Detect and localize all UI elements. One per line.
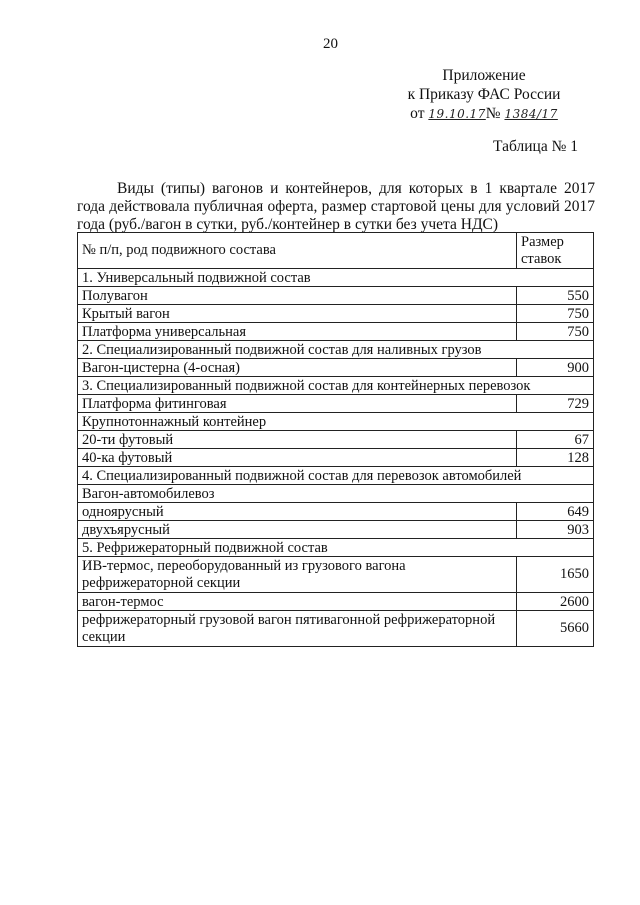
table-section-row xyxy=(78,485,594,503)
row-rate-value: 900 xyxy=(517,359,594,377)
section-label: 3. Специализированный подвижной состав для контейнерных перевозок xyxy=(78,377,594,395)
section-label: 1. Универсальный подвижной состав xyxy=(78,269,594,287)
row-label: рефрижераторный грузовой вагон пятивагонной рефрижераторной секции xyxy=(78,611,517,647)
table-header-row xyxy=(78,233,594,269)
row-rate-value: 649 xyxy=(517,503,594,521)
row-label: 20-ти футовый xyxy=(78,431,517,449)
appendix-order-ref: к Приказу ФАС России xyxy=(407,86,561,103)
row-rate-value: 729 xyxy=(517,395,594,413)
row-rate-value: 903 xyxy=(517,521,594,539)
row-rate-value: 750 xyxy=(517,305,594,323)
intro-text: Виды (типы) вагонов и контейнеров, для которых в 1 квартале 2017 года действовала публичная оферта, размер стартовой цены для условий 2017 года (руб./вагон в сутки, руб./контейнер в сутки без учета НДС) xyxy=(77,180,595,233)
row-label: 40-ка футовый xyxy=(78,449,517,467)
appendix-date-number xyxy=(384,104,584,124)
row-rate-value: 67 xyxy=(517,431,594,449)
row-label: Вагон-цистерна (4-осная) xyxy=(78,359,517,377)
table-row xyxy=(78,323,594,341)
row-rate-value: 550 xyxy=(517,287,594,305)
row-label: вагон-термос xyxy=(78,593,517,611)
table-row xyxy=(78,287,594,305)
table-row xyxy=(78,305,594,323)
table-body xyxy=(78,269,594,647)
section-label: 5. Рефрижераторный подвижной состав xyxy=(78,539,594,557)
row-label: ИВ-термос, переоборудованный из грузового вагона рефрижераторной секции xyxy=(78,557,517,593)
table-row xyxy=(78,611,594,647)
date-prefix: от xyxy=(410,105,425,122)
page-number: 20 xyxy=(323,36,338,52)
table-section-row xyxy=(78,377,594,395)
table-row xyxy=(78,503,594,521)
table-row xyxy=(78,449,594,467)
rates-table xyxy=(77,232,594,647)
table-row xyxy=(78,593,594,611)
row-rate-value: 750 xyxy=(517,323,594,341)
table-section-row xyxy=(78,539,594,557)
table-row xyxy=(78,395,594,413)
row-rate-value: 128 xyxy=(517,449,594,467)
row-label: Полувагон xyxy=(78,287,517,305)
intro-paragraph xyxy=(77,180,595,234)
header-rolling-stock: № п/п, род подвижного состава xyxy=(78,233,517,269)
table-section-row xyxy=(78,467,594,485)
number-prefix: № xyxy=(485,105,501,122)
appendix-title: Приложение xyxy=(442,67,526,84)
row-label: Платформа универсальная xyxy=(78,323,517,341)
table-section-row xyxy=(78,269,594,287)
section-label: 4. Специализированный подвижной состав для перевозок автомобилей xyxy=(78,467,594,485)
row-rate-value: 1650 xyxy=(517,557,594,593)
appendix-header xyxy=(384,66,584,124)
row-label: одноярусный xyxy=(78,503,517,521)
table-row xyxy=(78,359,594,377)
handwritten-date: 19.10.17 xyxy=(428,107,486,121)
table-section-row xyxy=(78,341,594,359)
table-row xyxy=(78,557,594,593)
table-section-row xyxy=(78,413,594,431)
header-rate: Размер ставок xyxy=(517,233,594,269)
table-row xyxy=(78,521,594,539)
table-row xyxy=(78,431,594,449)
row-rate-value: 2600 xyxy=(517,593,594,611)
row-label: двухъярусный xyxy=(78,521,517,539)
row-label: Платформа фитинговая xyxy=(78,395,517,413)
table-title: Таблица № 1 xyxy=(493,138,578,155)
row-rate-value: 5660 xyxy=(517,611,594,647)
section-label: 2. Специализированный подвижной состав для наливных грузов xyxy=(78,341,594,359)
row-label: Крытый вагон xyxy=(78,305,517,323)
section-label: Вагон-автомобилевоз xyxy=(78,485,594,503)
handwritten-number: 1384/17 xyxy=(504,107,558,121)
section-label: Крупнотоннажный контейнер xyxy=(78,413,594,431)
